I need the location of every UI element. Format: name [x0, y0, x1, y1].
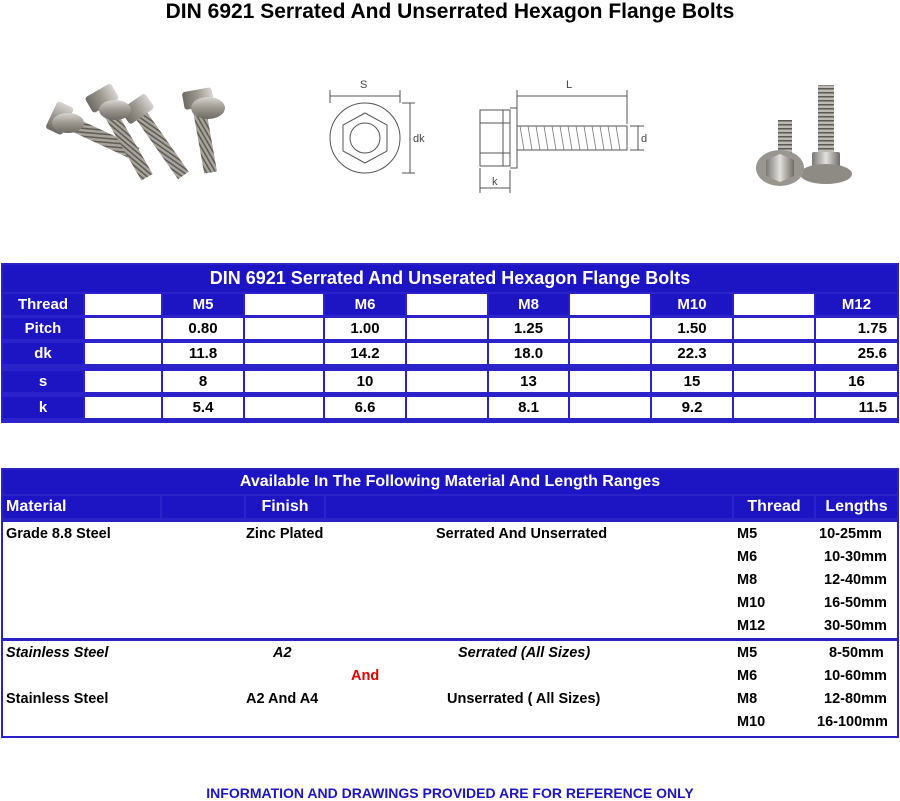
thread-value: M12 [737, 618, 766, 634]
row-label-dk: dk [3, 343, 83, 364]
thread-value: M6 [737, 549, 758, 565]
thread-header: Thread [734, 496, 814, 518]
table-cell: 8 [163, 371, 243, 392]
bolt-type: Unserrated ( All Sizes) [447, 691, 601, 707]
length-value: 30-50mm [824, 618, 887, 634]
row-label-s: s [3, 371, 83, 392]
blank-cell [407, 318, 487, 339]
table-cell: 8.1 [489, 397, 568, 418]
blank-header [326, 496, 732, 518]
drawing-label-dk: dk [413, 133, 425, 145]
table-cell: 0.80 [163, 318, 243, 339]
table-cell: 1.25 [489, 318, 568, 339]
technical-drawing [320, 68, 650, 208]
blank-cell [407, 397, 487, 418]
length-value: 8-50mm [829, 645, 884, 661]
table-row [1, 370, 899, 392]
group-stainless [3, 641, 897, 736]
blank-header [162, 496, 244, 518]
lengths-header: Lengths [816, 496, 897, 518]
bolts-photo-left [40, 78, 240, 198]
thread-value: M10 [737, 595, 766, 611]
table-cell: 14.2 [325, 343, 405, 364]
blank-cell [570, 371, 650, 392]
materials-header-row [1, 495, 899, 520]
blank-cell [734, 343, 814, 364]
table-cell: 1.00 [325, 318, 405, 339]
table-cell: 5.4 [163, 397, 243, 418]
thread-m8: M8 [489, 294, 568, 315]
drawing-label-s: S [360, 79, 368, 91]
table-cell: 16 [816, 371, 897, 392]
blank-cell [85, 294, 161, 315]
thread-value: M8 [737, 691, 758, 707]
and-label: And [351, 668, 380, 684]
blank-cell [734, 397, 814, 418]
table-cell: 6.6 [325, 397, 405, 418]
length-value: 12-40mm [824, 572, 887, 588]
blank-cell [570, 397, 650, 418]
materials-table-title: Available In The Following Material And Length Ranges [3, 470, 897, 494]
blank-cell [85, 318, 161, 339]
material-name: Stainless Steel [6, 691, 109, 707]
blank-cell [734, 318, 814, 339]
blank-cell [245, 294, 323, 315]
blank-cell [85, 371, 161, 392]
material-header: Material [3, 496, 160, 518]
table-cell: 11.8 [163, 343, 243, 364]
table-cell: 1.75 [816, 318, 897, 339]
blank-cell [85, 397, 161, 418]
table-cell: 13 [489, 371, 568, 392]
dimensions-table-title: DIN 6921 Serrated And Unserated Hexagon Flange Bolts [3, 265, 897, 292]
blank-cell [734, 371, 814, 392]
table-cell: 10 [325, 371, 405, 392]
blank-cell [570, 318, 650, 339]
table-cell: 18.0 [489, 343, 568, 364]
finish-name: A2 And A4 [246, 691, 319, 707]
bolts-photo-right [750, 80, 860, 195]
thread-m6: M6 [325, 294, 405, 315]
table-cell: 1.50 [652, 318, 732, 339]
length-value: 16-100mm [817, 714, 888, 730]
material-name: Grade 8.8 Steel [6, 526, 111, 542]
blank-cell [245, 343, 323, 364]
drawing-label-d: d [641, 133, 648, 145]
table-row [1, 317, 899, 339]
dimensions-table [1, 263, 899, 423]
blank-cell [570, 343, 650, 364]
table-header-row [1, 293, 899, 315]
length-value: 10-25mm [819, 526, 882, 542]
length-value: 16-50mm [824, 595, 887, 611]
blank-cell [734, 294, 814, 315]
thread-m12: M12 [816, 294, 897, 315]
blank-cell [245, 318, 323, 339]
blank-cell [407, 294, 487, 315]
blank-cell [570, 294, 650, 315]
table-cell: 15 [652, 371, 732, 392]
thread-header: Thread [3, 294, 83, 315]
thread-m10: M10 [652, 294, 732, 315]
row-label-pitch: Pitch [3, 318, 83, 339]
blank-cell [245, 397, 323, 418]
finish-name: Zinc Plated [246, 526, 324, 542]
thread-value: M10 [737, 714, 766, 730]
blank-cell [407, 371, 487, 392]
thread-value: M6 [737, 668, 758, 684]
table-cell: 11.5 [816, 397, 897, 418]
thread-value: M8 [737, 572, 758, 588]
table-cell: 9.2 [652, 397, 732, 418]
thread-value: M5 [737, 526, 758, 542]
bolt-type: Serrated (All Sizes) [458, 645, 591, 661]
length-value: 10-30mm [824, 549, 887, 565]
bolt-type: Serrated And Unserrated [436, 526, 608, 542]
table-cell: 22.3 [652, 343, 732, 364]
blank-cell [407, 343, 487, 364]
length-value: 10-60mm [824, 668, 887, 684]
length-value: 12-80mm [824, 691, 887, 707]
drawing-label-l: L [566, 79, 573, 91]
finish-header: Finish [246, 496, 324, 518]
blank-cell [245, 371, 323, 392]
group-grade-88 [3, 522, 897, 638]
materials-table [1, 468, 899, 738]
drawing-label-k: k [492, 176, 498, 188]
material-name: Stainless Steel [6, 645, 109, 661]
table-cell: 25.6 [816, 343, 897, 364]
blank-cell [85, 343, 161, 364]
table-row [1, 342, 899, 364]
page-title: DIN 6921 Serrated And Unserrated Hexagon Flange Bolts [165, 0, 735, 23]
row-label-k: k [3, 397, 83, 418]
finish-name: A2 [273, 645, 292, 661]
table-row [1, 396, 899, 418]
disclaimer-footer: INFORMATION AND DRAWINGS PROVIDED ARE FOR REFERENCE ONLY [206, 785, 694, 801]
thread-m5: M5 [163, 294, 243, 315]
thread-value: M5 [737, 645, 758, 661]
